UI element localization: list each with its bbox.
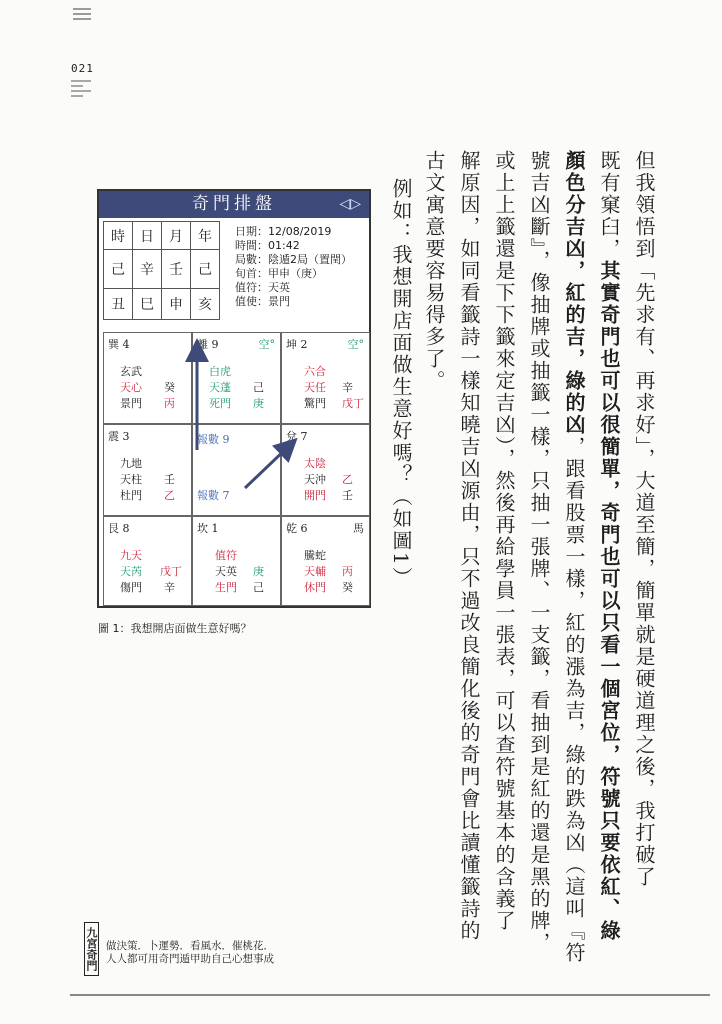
palace-name: 震 3 [108,430,130,443]
tagline-line1: 做決策．卜運勢．看風水．催桃花． [106,940,274,952]
pillar-header: 年 [191,222,220,250]
palace-star-stem: 癸 [164,381,175,394]
palace-tag: 空° [347,338,364,351]
page-number-decoration [71,80,91,100]
pillar-stem: 辛 [133,250,162,289]
palace-god: 太陰 [304,457,326,470]
text-column [557,150,591,964]
info-time: 時間：01:42 [235,239,300,252]
palace-god: 騰蛇 [304,549,326,562]
pillar-stem: 己 [191,250,220,289]
text-span: 但我領悟到「先求有、再求好」，大道至簡，簡單就是硬道理之後，我打破了 [632,150,656,888]
palace-tag: 空° [258,338,275,351]
qimen-chart [97,189,371,608]
palace-god: 九天 [120,549,142,562]
palace-star: 天沖 [304,473,326,486]
four-pillars-table [103,221,220,320]
pillar-stem: 壬 [162,250,191,289]
palace-god: 白虎 [209,365,231,378]
palace-door-stem: 辛 [164,581,175,594]
palace-star: 天英 [215,565,237,578]
info-ju: 局數：陰遁2局（置閏） [235,253,352,266]
bold-text: 顏色分吉凶，紅的吉，綠的凶 [562,150,586,436]
palace-name: 離 9 [197,338,219,351]
top-decoration [73,8,91,23]
text-column [487,150,521,932]
pillar-branch: 丑 [104,289,133,320]
info-xunshou: 旬首：甲申（庚） [235,267,323,280]
info-zhishi: 值使：景門 [235,295,290,308]
chart-info [235,225,352,309]
palace-door: 傷門 [120,581,142,594]
palace-god: 玄武 [120,365,142,378]
palace-star: 天柱 [120,473,142,486]
pillar-branch: 巳 [133,289,162,320]
pillar-branch: 亥 [191,289,220,320]
text-span: 或上上籤還是下下籤來定吉凶），然後再給學員一張表，可以查符號基本的含義了 [492,150,516,932]
palace-god: 九地 [120,457,142,470]
pillar-branch: 申 [162,289,191,320]
book-title: 九宮奇門 [84,922,99,976]
palace-door: 死門 [209,397,231,410]
pillar-header: 月 [162,222,191,250]
palace-door-stem: 壬 [342,489,353,502]
palace-name: 乾 6 [286,522,308,535]
pillar-stem: 己 [104,250,133,289]
text-column [452,150,486,942]
palace-door-stem: 己 [253,581,264,594]
text-column [417,150,451,392]
palace-door-stem: 丙 [164,397,175,410]
palace-star-stem: 戊丁 [160,565,182,578]
text-span: 古文寓意要容易得多了。 [422,150,446,392]
palace-door: 休門 [304,581,326,594]
text-span: 例如：我想開店面做生意好嗎？（如圖1） [389,178,413,589]
palace-star: 天蓬 [209,381,231,394]
chart-title-bar [99,191,369,218]
tagline-line2: 人人都可用奇門遁甲助自己心想事成 [106,953,274,965]
page-number: 021 [71,62,94,75]
diagonal-arrow-icon [245,446,289,488]
arrows-overlay [103,332,370,606]
palace-name: 兌 7 [286,430,308,443]
center-count-bottom: 報數 7 [197,489,230,502]
palace-door-stem: 戊丁 [342,397,364,410]
palace-name: 巽 4 [108,338,130,351]
palace-god: 六合 [304,365,326,378]
text-span: 解原因，如同看籤詩一樣知曉吉凶源由，只不過改良簡化後的奇門會比讀懂籤詩的 [457,150,481,942]
palace-star-stem: 壬 [164,473,175,486]
center-count-top: 報數 9 [197,433,230,446]
book-tagline [106,940,274,966]
palace-star-stem: 丙 [342,565,353,578]
palace-door: 驚門 [304,397,326,410]
palace-star-stem: 乙 [342,473,353,486]
palace-tag: 馬 [353,522,364,535]
bold-text: 其實奇門也可以很簡單，奇門也可以只看一個宮位，符號只要依紅、綠 [597,260,621,942]
pillar-header: 時 [104,222,133,250]
palace-star-stem: 己 [253,381,264,394]
palace-star: 天任 [304,381,326,394]
chart-title: 奇門排盤 [192,194,276,214]
palace-star: 天心 [120,381,142,394]
text-span: ，跟看股票一樣，紅的漲為吉，綠的跌為凶（這叫『符 [562,436,586,964]
info-date: 日期：12/08/2019 [235,225,332,238]
footer-rule [70,994,710,996]
palace-name: 艮 8 [108,522,130,535]
palace-name: 坤 2 [286,338,308,351]
text-column [627,150,661,888]
text-span: 既有窠臼， [597,150,621,260]
text-column [522,150,556,954]
palace-star-stem: 庚 [253,565,264,578]
palace-door-stem: 庚 [253,397,264,410]
text-column [384,178,418,589]
palace-door: 景門 [120,397,142,410]
palace-star: 天輔 [304,565,326,578]
palace-name: 坎 1 [197,522,219,535]
nine-palace-grid [103,332,370,606]
palace-star: 天芮 [120,565,142,578]
palace-door-stem: 癸 [342,581,353,594]
palace-god: 值符 [215,549,237,562]
text-span: 號吉凶斷』，像抽牌或抽籤一樣，只抽一張牌、一支籤，看抽到是紅的還是黑的牌， [527,150,551,954]
figure-caption: 圖 1：我想開店面做生意好嗎？ [98,622,252,635]
palace-door: 生門 [215,581,237,594]
palace-door: 開門 [304,489,326,502]
info-zhifu: 值符：天英 [235,281,290,294]
palace-door-stem: 乙 [164,489,175,502]
pillar-header: 日 [133,222,162,250]
text-column [592,150,626,942]
nav-arrows-icon[interactable]: ◁▷ [339,196,361,212]
palace-door: 杜門 [120,489,142,502]
palace-star-stem: 辛 [342,381,353,394]
